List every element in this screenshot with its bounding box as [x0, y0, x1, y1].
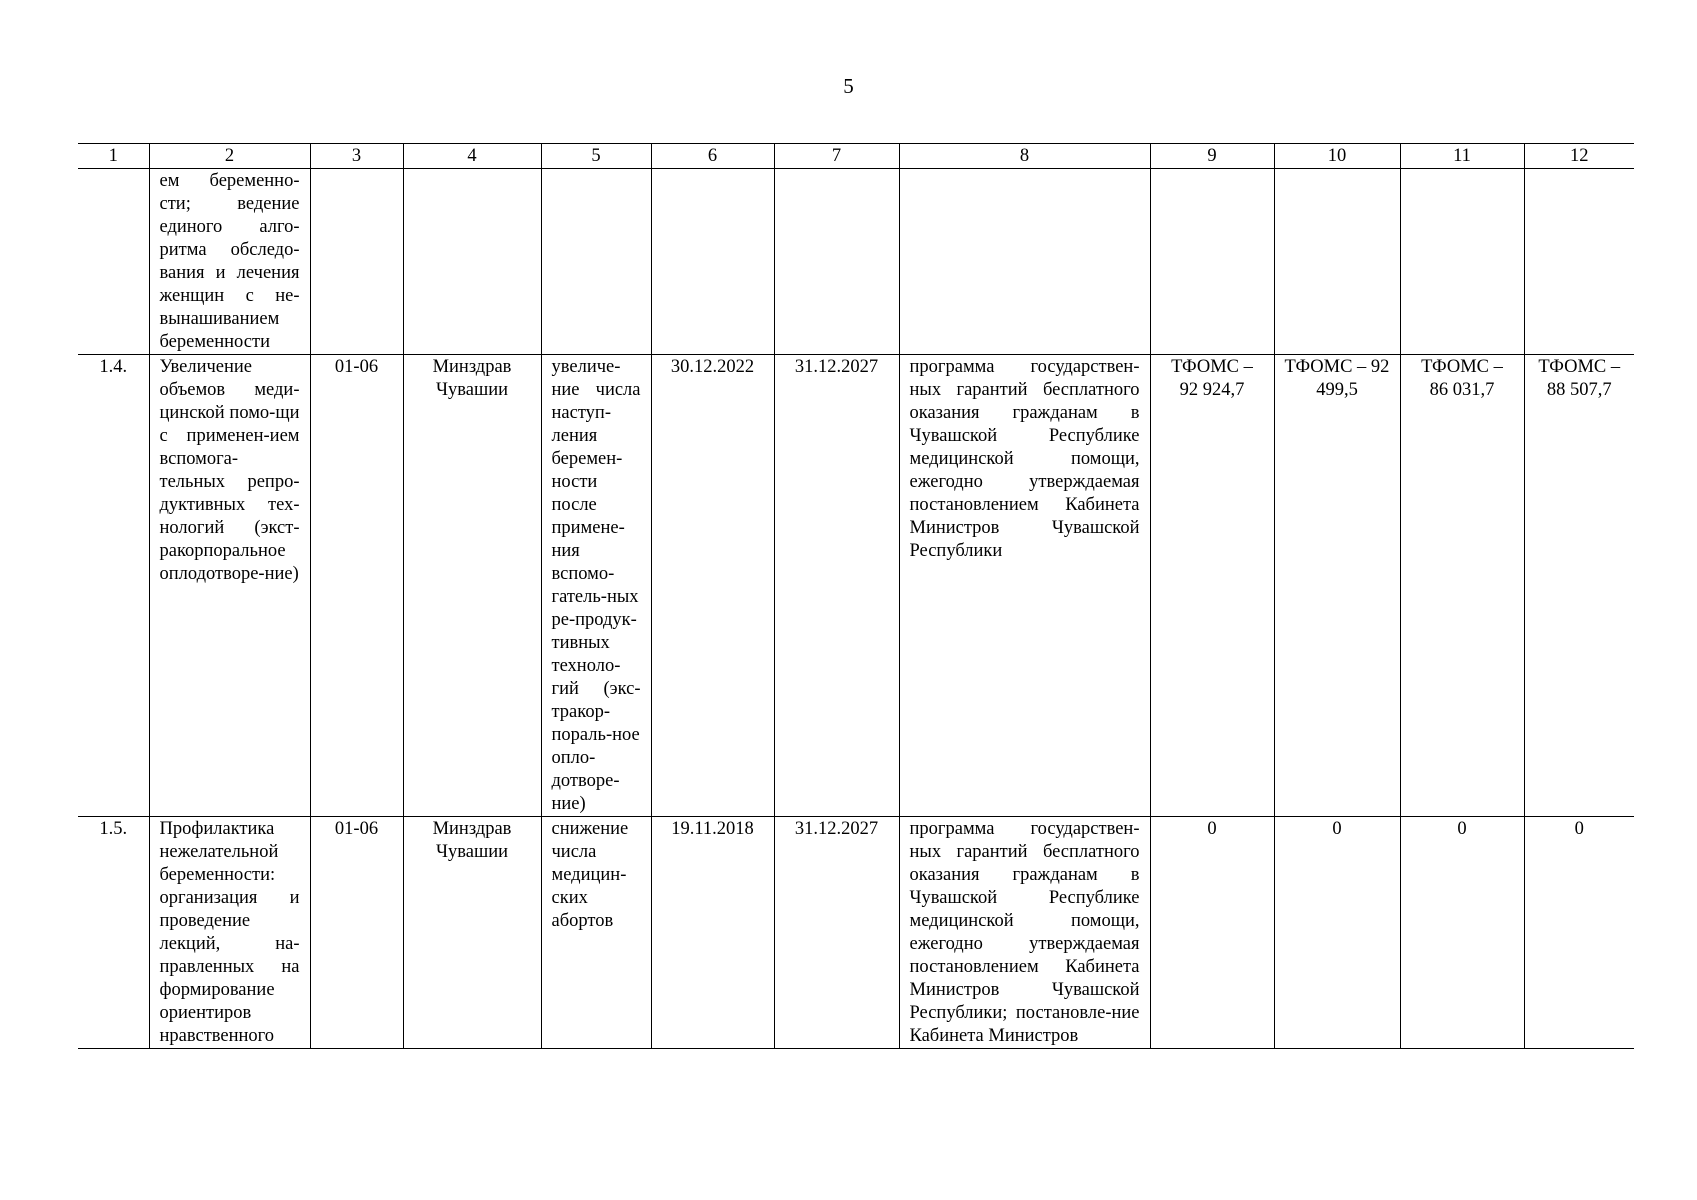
cell-result: снижение числа медицин-ских абортов — [541, 817, 651, 1049]
cell-measure: ем беременно-сти; ведение единого алго-ритма обследо-вания и лечения женщин с не-вынашиванием беременности — [149, 169, 310, 355]
cell-funding-9: ТФОМС – 92 924,7 — [1150, 355, 1274, 817]
cell-number: 1.5. — [78, 817, 149, 1049]
cell-basis: программа государствен-ных гарантий бесплатного оказания гражданам в Чувашской Республике медицинской помощи, ежегодно утверждаемая постановлением Кабинета Министров Чувашской Республики — [899, 355, 1150, 817]
cell-start-date: 30.12.2022 — [651, 355, 774, 817]
cell-end-date: 31.12.2027 — [774, 817, 899, 1049]
cell-code: 01-06 — [310, 817, 403, 1049]
cell-result — [541, 169, 651, 355]
table-row — [78, 169, 1634, 355]
cell-start-date: 19.11.2018 — [651, 817, 774, 1049]
column-header: 5 — [541, 144, 651, 169]
column-header: 7 — [774, 144, 899, 169]
cell-funding-10: ТФОМС – 92 499,5 — [1274, 355, 1400, 817]
cell-code: 01-06 — [310, 355, 403, 817]
cell-code — [310, 169, 403, 355]
column-header: 10 — [1274, 144, 1400, 169]
column-header: 11 — [1400, 144, 1524, 169]
cell-number: 1.4. — [78, 355, 149, 817]
column-header: 1 — [78, 144, 149, 169]
column-header: 3 — [310, 144, 403, 169]
cell-funding-12 — [1524, 169, 1634, 355]
cell-funding-11 — [1400, 169, 1524, 355]
column-header: 4 — [403, 144, 541, 169]
column-header: 6 — [651, 144, 774, 169]
cell-number — [78, 169, 149, 355]
page-number: 5 — [843, 74, 854, 98]
cell-executor: Минздрав Чувашии — [403, 817, 541, 1049]
cell-end-date: 31.12.2027 — [774, 355, 899, 817]
column-header: 8 — [899, 144, 1150, 169]
cell-funding-12: 0 — [1524, 817, 1634, 1049]
cell-measure: Увеличение объемов меди-цинской помо-щи с применен-ием вспомога-тельных репро-дуктивных тех-нологий (экст-ракорпоральное оплодотворе-ние) — [149, 355, 310, 817]
cell-funding-10 — [1274, 169, 1400, 355]
cell-funding-9: 0 — [1150, 817, 1274, 1049]
cell-funding-11: 0 — [1400, 817, 1524, 1049]
column-header: 2 — [149, 144, 310, 169]
cell-measure: Профилактика нежелательной беременности: организация и проведение лекций, на-правленных на формирование ориентиров нравственного — [149, 817, 310, 1049]
cell-basis: программа государствен-ных гарантий бесплатного оказания гражданам в Чувашской Республике медицинской помощи, ежегодно утверждаемая постановлением Кабинета Министров Чувашской Республики; постановле-ние Кабинета Министров — [899, 817, 1150, 1049]
column-header: 9 — [1150, 144, 1274, 169]
cell-funding-12: ТФОМС – 88 507,7 — [1524, 355, 1634, 817]
cell-executor: Минздрав Чувашии — [403, 355, 541, 817]
cell-funding-10: 0 — [1274, 817, 1400, 1049]
cell-funding-11: ТФОМС – 86 031,7 — [1400, 355, 1524, 817]
table-row — [78, 355, 1634, 817]
cell-basis — [899, 169, 1150, 355]
cell-executor — [403, 169, 541, 355]
header-row — [78, 144, 1634, 169]
cell-start-date — [651, 169, 774, 355]
table-row — [78, 817, 1634, 1049]
column-header: 12 — [1524, 144, 1634, 169]
cell-result: увеличе-ние числа наступ-ления беремен-ности после примене-ния вспомо-гатель-ных ре-продук-тивных техноло-гий (экс-тракор-пораль-ное опло-дотворе-ние) — [541, 355, 651, 817]
measures-table — [78, 143, 1634, 1049]
cell-funding-9 — [1150, 169, 1274, 355]
cell-end-date — [774, 169, 899, 355]
